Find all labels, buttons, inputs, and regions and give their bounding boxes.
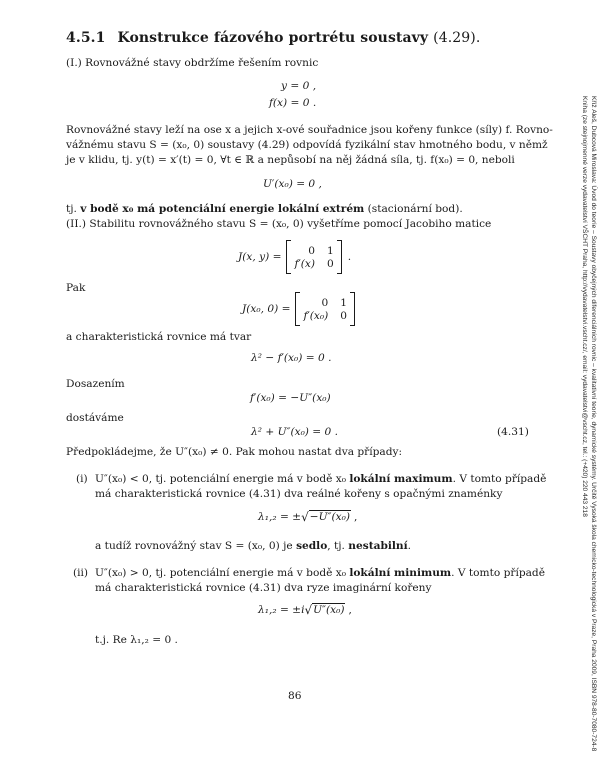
case-i-conclusion	[95, 539, 411, 553]
sqrt-expression	[304, 603, 345, 616]
equation-u-prime: U′(x₀) = 0 ,	[263, 178, 322, 190]
conclusion-line	[66, 202, 463, 216]
roots-lhs: λ₁,₂ = ±	[258, 511, 302, 523]
conclusion-suffix: (stacionární bod).	[364, 203, 463, 215]
roots-lhs: λ₁,₂ = ±i	[258, 604, 305, 616]
conclusion-text: , tj.	[327, 540, 349, 552]
jacobi-matrix-x0	[242, 292, 355, 326]
final-equation: λ² + U″(x₀) = 0 .	[251, 426, 339, 438]
roots-end: ,	[353, 511, 358, 523]
jacobi-lhs: J(x, y) =	[238, 251, 282, 263]
jacobi-x0-lhs: J(x₀, 0) =	[242, 303, 291, 315]
char-equation: λ² − f′(x₀) = 0 .	[251, 352, 332, 364]
equation-number: (4.31)	[497, 426, 529, 438]
dosazenim-label: Dosazením	[66, 378, 125, 390]
paragraph-line: vážnému stavu S = (x₀, 0) soustavy (4.29) odpovídá fyzikální stav hmotného bodu, v němž	[66, 139, 548, 151]
case-ii-roots	[258, 603, 352, 616]
section-number: 4.5.1	[66, 30, 106, 46]
pak-label: Pak	[66, 282, 86, 294]
case-i-roots	[258, 510, 357, 523]
matrix-cell: 1	[340, 296, 348, 309]
matrix-right-bracket	[350, 292, 355, 326]
conclusion-bold-sedlo: sedlo	[296, 540, 328, 552]
sqrt-expression	[301, 510, 351, 523]
matrix-cell: 0	[327, 257, 334, 270]
conclusion-bold-unstable: nestabilní	[348, 540, 408, 552]
matrix-cell: f′(x)	[294, 257, 316, 270]
case-ii-text: U″(x₀) > 0, tj. potenciální energie má v bodě x₀	[95, 567, 350, 579]
part2-intro: (II.) Stabilitu rovnovážného stavu S = (x₀, 0) vyšetříme pomocí Jacobiho matice	[66, 218, 492, 230]
case-ii-label: (ii)	[73, 567, 89, 579]
radicand: U″(x₀)	[313, 604, 345, 616]
paragraph-line: Rovnovážné stavy leží na ose x a jejich x-ové souřadnice jsou kořeny funkce (síly) f. Rovno-	[66, 124, 553, 136]
side-copyright-note	[580, 96, 598, 756]
case-i-text: U″(x₀) < 0, tj. potenciální energie má v bodě x₀	[95, 473, 350, 485]
case-ii-line1	[95, 566, 545, 580]
conclusion-bold: v bodě x₀ má potenciální energie lokální extrém	[80, 203, 365, 215]
case-ii-conclusion: t.j. Re λ₁,₂ = 0 .	[95, 634, 178, 646]
section-heading	[66, 30, 480, 46]
conclusion-text: a tudíž rovnovážný stav S = (x₀, 0) je	[95, 540, 297, 552]
page-number: 86	[288, 690, 302, 702]
matrix-cells	[291, 244, 336, 271]
matrix-cell: 0	[321, 296, 329, 309]
matrix-right-bracket	[337, 240, 342, 274]
jacobi-matrix	[238, 240, 351, 274]
sqrt-icon: √	[301, 510, 309, 524]
roots-end: ,	[348, 604, 352, 616]
side-note-line: Kniha (ze stejnojmenné verze vydavatelství VŠCHT Praha, http://vydavatelstvi.vscht.cz/, email: vydavatelstvi@vscht.cz, tel.: (+420) 220 443 218	[581, 96, 588, 517]
section-ref: (4.29).	[433, 30, 481, 46]
equation-fx: f(x) = 0 .	[269, 97, 317, 109]
case-i-text-end: . V tomto případě	[452, 473, 547, 485]
case-ii-text-end: . V tomto případě	[451, 567, 545, 579]
section-title: Konstrukce fázového portrétu soustavy	[117, 30, 429, 46]
conclusion-text: .	[407, 540, 412, 552]
jacobi-end: .	[347, 251, 352, 263]
paragraph-line: je v klidu, tj. y(t) = x′(t) = 0, ∀t ∈ ℝ a nepůsobí na něj žádná síla, tj. f(x₀) = 0, neboli	[66, 154, 515, 166]
matrix-cell: 0	[340, 309, 348, 322]
radicand: −U″(x₀)	[309, 511, 350, 523]
sqrt-icon: √	[304, 603, 313, 617]
case-i-line2: má charakteristická rovnice (4.31) dva reálné kořeny s opačnými znaménky	[95, 488, 503, 500]
case-i-line1	[95, 472, 546, 486]
matrix-cell: 1	[327, 244, 334, 257]
case-i-label: (i)	[76, 473, 88, 485]
char-intro: a charakteristická rovnice má tvar	[66, 331, 252, 343]
case-ii-line2: má charakteristická rovnice (4.31) dva ryze imaginární kořeny	[95, 582, 432, 594]
matrix-cell: 0	[308, 244, 316, 257]
matrix-cell: f′(x₀)	[303, 309, 329, 322]
side-note-line: Kříž Aleš, Dubcová Miroslava: Úvod do teorie – Soustavy obyčejných diferenciálních rovnic – kvalitativní teorie, dynamické systémy. Určitě Vysoká škola chemicko-technologická v Praze, Praha 2009, ISBN 978-80-7080-724-8	[590, 96, 597, 752]
part1-intro: (I.) Rovnovážné stavy obdržíme řešením rovnic	[66, 57, 319, 69]
matrix-cells	[300, 296, 350, 323]
case-i-bold: lokální maximum	[349, 473, 453, 485]
equation-y: y = 0 ,	[281, 80, 317, 92]
case-ii-bold: lokální minimum	[349, 567, 452, 579]
dostavame-label: dostáváme	[66, 412, 124, 424]
assumption-line: Předpokládejme, že U″(x₀) ≠ 0. Pak mohou nastat dva případy:	[66, 446, 403, 458]
conclusion-prefix: tj.	[66, 203, 81, 215]
substitution-equation: f′(x₀) = −U″(x₀)	[250, 392, 331, 404]
